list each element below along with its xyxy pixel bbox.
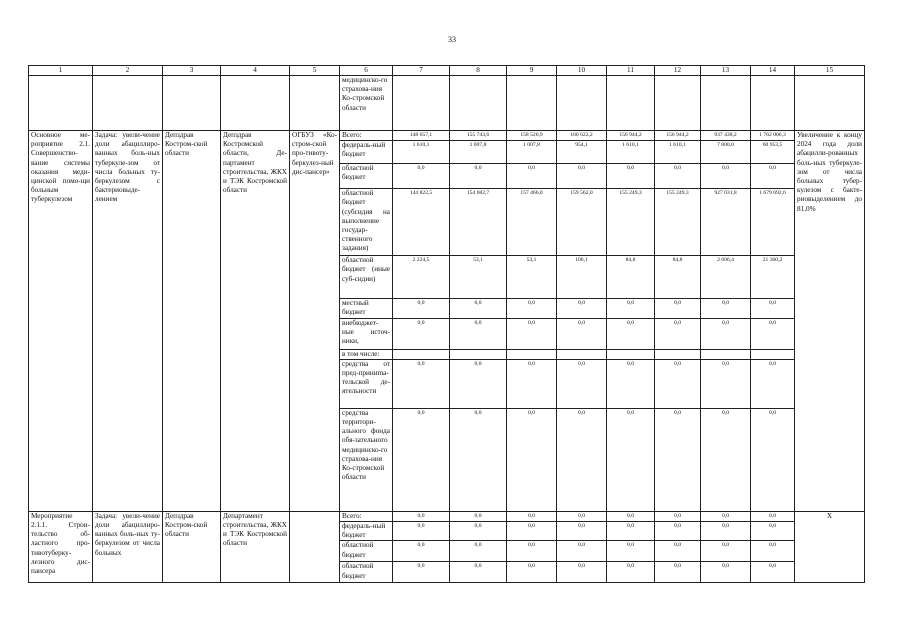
funding-value: 0,0 (557, 408, 607, 511)
coordinator: Депздрав Костром-ской области (163, 511, 221, 583)
funding-source: областной бюджет (340, 562, 393, 583)
funding-value: 0,0 (450, 359, 507, 408)
funding-value: 0,0 (607, 164, 655, 189)
funding-value: 0,0 (507, 299, 557, 318)
expected-result: Увеличение к концу 2024 года доли абацилли-рованных боль-ных туберкуле-зом от числа больных тубер-кулезом с бакте-риовыделением до 81,0% (795, 131, 865, 512)
header-cell: 9 (507, 66, 557, 76)
funding-value: 1 762 006,3 (751, 131, 795, 141)
funding-value: 0,0 (557, 511, 607, 521)
funding-value: 0,0 (393, 541, 450, 562)
funding-value: 0,0 (450, 299, 507, 318)
funding-value: 0,0 (557, 318, 607, 349)
funding-value: 0,0 (701, 522, 751, 541)
funding-value: 2 606,4 (701, 256, 751, 299)
funding-value: 157 466,0 (507, 189, 557, 256)
executors: Депздрав Костромской области, Де-партамент строительства, ЖКХ и ТЭК Костромской области (221, 131, 290, 512)
funding-value: 0,0 (557, 541, 607, 562)
funding-value: 155 743,6 (450, 131, 507, 141)
funding-value: 156 944,2 (655, 131, 701, 141)
funding-source: федераль-ный бюджет (340, 522, 393, 541)
funding-value: 0,0 (751, 408, 795, 511)
funding-value: 0,0 (607, 541, 655, 562)
funding-value: 84,8 (607, 256, 655, 299)
task-description: Задача: увели-чение доли абациллиро-ванных боль-ных туберкуле-зом от числа больных ту-беркулезом с бактериовыде-лением (93, 131, 163, 512)
funding-value: 0,0 (450, 541, 507, 562)
funding-value: 158 526,9 (507, 131, 557, 141)
funding-value: 937 438,2 (701, 131, 751, 141)
header-row (29, 66, 865, 76)
header-cell: 10 (557, 66, 607, 76)
funding-value: 0,0 (655, 164, 701, 189)
funding-value: 159 562,0 (557, 189, 607, 256)
funding-value: 155 249,3 (607, 189, 655, 256)
header-cell: 12 (655, 66, 701, 76)
funding-source: внебюджет-ные источ-ники, (340, 318, 393, 349)
funding-value (655, 349, 701, 359)
funding-value: 53,1 (450, 256, 507, 299)
funding-value: 0,0 (450, 164, 507, 189)
funding-value: 0,0 (393, 522, 450, 541)
funding-value: 0,0 (507, 541, 557, 562)
table-cell (655, 76, 701, 131)
funding-value: 0,0 (655, 299, 701, 318)
funding-value: 60 953,5 (751, 141, 795, 164)
funding-source: областной бюджет (иные суб-сидии) (340, 256, 393, 299)
table-cell (607, 76, 655, 131)
funding-value: 1 610,1 (655, 141, 701, 164)
funding-value: 0,0 (751, 541, 795, 562)
funding-value: 0,0 (607, 562, 655, 583)
funding-source: средства территори-ального фонда обя-зательного медицинско-го страхова-ния Ко-стромской области (340, 408, 393, 511)
funding-value: 0,0 (507, 408, 557, 511)
funding-value: 0,0 (751, 318, 795, 349)
funding-value: 148 657,1 (393, 131, 450, 141)
table-cell (93, 76, 163, 131)
funding-source: областной бюджет (340, 541, 393, 562)
funding-value: 0,0 (393, 408, 450, 511)
funding-source: средства от пред-приниma-тельской де-ятельности (340, 359, 393, 408)
funding-value: 0,0 (701, 318, 751, 349)
table-row (29, 511, 865, 521)
funding-value: 156 944,2 (607, 131, 655, 141)
funding-value: 21 360,2 (751, 256, 795, 299)
table-row (29, 131, 865, 141)
funding-value: 0,0 (751, 299, 795, 318)
funding-value: 0,0 (751, 562, 795, 583)
funding-value: 160 622,2 (557, 131, 607, 141)
row-label: медицинско-го страхова-ния Ко-стромской области (340, 76, 393, 131)
header-cell: 2 (93, 66, 163, 76)
funding-value: 154 682,7 (450, 189, 507, 256)
funding-value (751, 349, 795, 359)
funding-value: 2 224,5 (393, 256, 450, 299)
funding-value: 0,0 (655, 511, 701, 521)
funding-value: 84,8 (655, 256, 701, 299)
funding-value (607, 349, 655, 359)
table-cell (221, 76, 290, 131)
activity-name: Основное ме-роприятие 2.1. Совершенство-вание системы оказания меди-цинской помо-щи больным туберкулезом (29, 131, 93, 512)
table-cell (507, 76, 557, 131)
funding-value: 0,0 (607, 511, 655, 521)
funding-source: Всего: (340, 131, 393, 141)
funding-value: 0,0 (701, 299, 751, 318)
funding-value: 0,0 (450, 318, 507, 349)
expected-result: Х (795, 511, 865, 583)
table-cell (290, 76, 340, 131)
funding-value: 0,0 (701, 359, 751, 408)
funding-value: 0,0 (607, 318, 655, 349)
header-cell: 11 (607, 66, 655, 76)
header-cell: 4 (221, 66, 290, 76)
funding-value: 0,0 (507, 511, 557, 521)
header-cell: 8 (450, 66, 507, 76)
executors: Департамент строительства, ЖКХ и ТЭК Костромской области (221, 511, 290, 583)
funding-source: в том числе: (340, 349, 393, 359)
funding-value: 1 610,1 (393, 141, 450, 164)
table-cell (163, 76, 221, 131)
participant (290, 511, 340, 583)
funding-value: 0,0 (393, 562, 450, 583)
funding-value: 954,1 (557, 141, 607, 164)
funding-value: 0,0 (751, 164, 795, 189)
funding-value: 0,0 (655, 359, 701, 408)
funding-value: 0,0 (701, 562, 751, 583)
page-number: 33 (448, 35, 456, 44)
funding-value: 0,0 (507, 562, 557, 583)
table-cell (450, 76, 507, 131)
funding-value: 0,0 (701, 541, 751, 562)
header-cell: 6 (340, 66, 393, 76)
funding-value: 106,1 (557, 256, 607, 299)
funding-value: 0,0 (701, 408, 751, 511)
funding-value: 0,0 (655, 522, 701, 541)
funding-value: 0,0 (557, 562, 607, 583)
funding-value: 0,0 (751, 511, 795, 521)
funding-value: 0,0 (557, 299, 607, 318)
funding-value: 0,0 (701, 511, 751, 521)
funding-value: 0,0 (507, 522, 557, 541)
funding-value: 0,0 (655, 318, 701, 349)
funding-value: 0,0 (393, 164, 450, 189)
header-cell: 7 (393, 66, 450, 76)
header-cell: 1 (29, 66, 93, 76)
funding-value: 0,0 (655, 541, 701, 562)
funding-value: 1 007,8 (507, 141, 557, 164)
funding-value: 927 031,8 (701, 189, 751, 256)
table-cell (393, 76, 450, 131)
funding-value: 0,0 (751, 522, 795, 541)
funding-value: 1 610,1 (607, 141, 655, 164)
program-table (28, 65, 865, 583)
header-cell: 5 (290, 66, 340, 76)
table-cell (751, 76, 795, 131)
funding-value (393, 349, 450, 359)
header-cell: 14 (751, 66, 795, 76)
funding-value: 0,0 (655, 408, 701, 511)
funding-value: 0,0 (701, 164, 751, 189)
funding-value: 0,0 (393, 318, 450, 349)
funding-source: областной бюджет (субсидия на выполнение государ-ственного задания) (340, 189, 393, 256)
funding-value: 0,0 (450, 408, 507, 511)
funding-value: 0,0 (393, 299, 450, 318)
header-cell: 13 (701, 66, 751, 76)
funding-value (557, 349, 607, 359)
funding-value: 0,0 (393, 359, 450, 408)
funding-value (507, 349, 557, 359)
funding-value: 0,0 (507, 164, 557, 189)
table-cell (29, 76, 93, 131)
funding-value: 0,0 (607, 522, 655, 541)
funding-value: 1 007,8 (450, 141, 507, 164)
table-cell (701, 76, 751, 131)
header-cell: 15 (795, 66, 865, 76)
funding-value: 1 679 692,6 (751, 189, 795, 256)
header-cell: 3 (163, 66, 221, 76)
continuation-row (29, 76, 865, 131)
funding-value: 0,0 (507, 359, 557, 408)
funding-value: 0,0 (557, 359, 607, 408)
participant: ОГБУЗ «Ко-стром-ской про-тивоту-беркулез-ный дис-пансер» (290, 131, 340, 512)
funding-value: 0,0 (557, 522, 607, 541)
funding-value: 0,0 (751, 359, 795, 408)
funding-value: 0,0 (655, 562, 701, 583)
funding-value: 155 249,3 (655, 189, 701, 256)
task-description: Задача: увели-чение доли абациллиро-ванных боль-ных ту-беркулезом от числа больных (93, 511, 163, 583)
funding-value: 0,0 (607, 408, 655, 511)
funding-value: 0,0 (557, 164, 607, 189)
table-cell (795, 76, 865, 131)
funding-source: федераль-ный бюджет (340, 141, 393, 164)
funding-value: 0,0 (450, 562, 507, 583)
coordinator: Депздрав Костром-ской области (163, 131, 221, 512)
table-cell (557, 76, 607, 131)
funding-value (450, 349, 507, 359)
activity-name: Мероприятие 2.1.1. Строи-тельство об-ластного про-тивотуберку-лезного дис-пансера (29, 511, 93, 583)
funding-value (701, 349, 751, 359)
funding-value: 0,0 (450, 511, 507, 521)
funding-value: 0,0 (507, 318, 557, 349)
funding-value: 144 822,5 (393, 189, 450, 256)
funding-value: 0,0 (393, 511, 450, 521)
funding-source: областной бюджет (340, 164, 393, 189)
funding-value: 0,0 (607, 359, 655, 408)
funding-value: 53,1 (507, 256, 557, 299)
funding-source: Всего: (340, 511, 393, 521)
funding-value: 0,0 (450, 522, 507, 541)
funding-value: 0,0 (607, 299, 655, 318)
funding-source: местный бюджет (340, 299, 393, 318)
funding-value: 7 800,0 (701, 141, 751, 164)
